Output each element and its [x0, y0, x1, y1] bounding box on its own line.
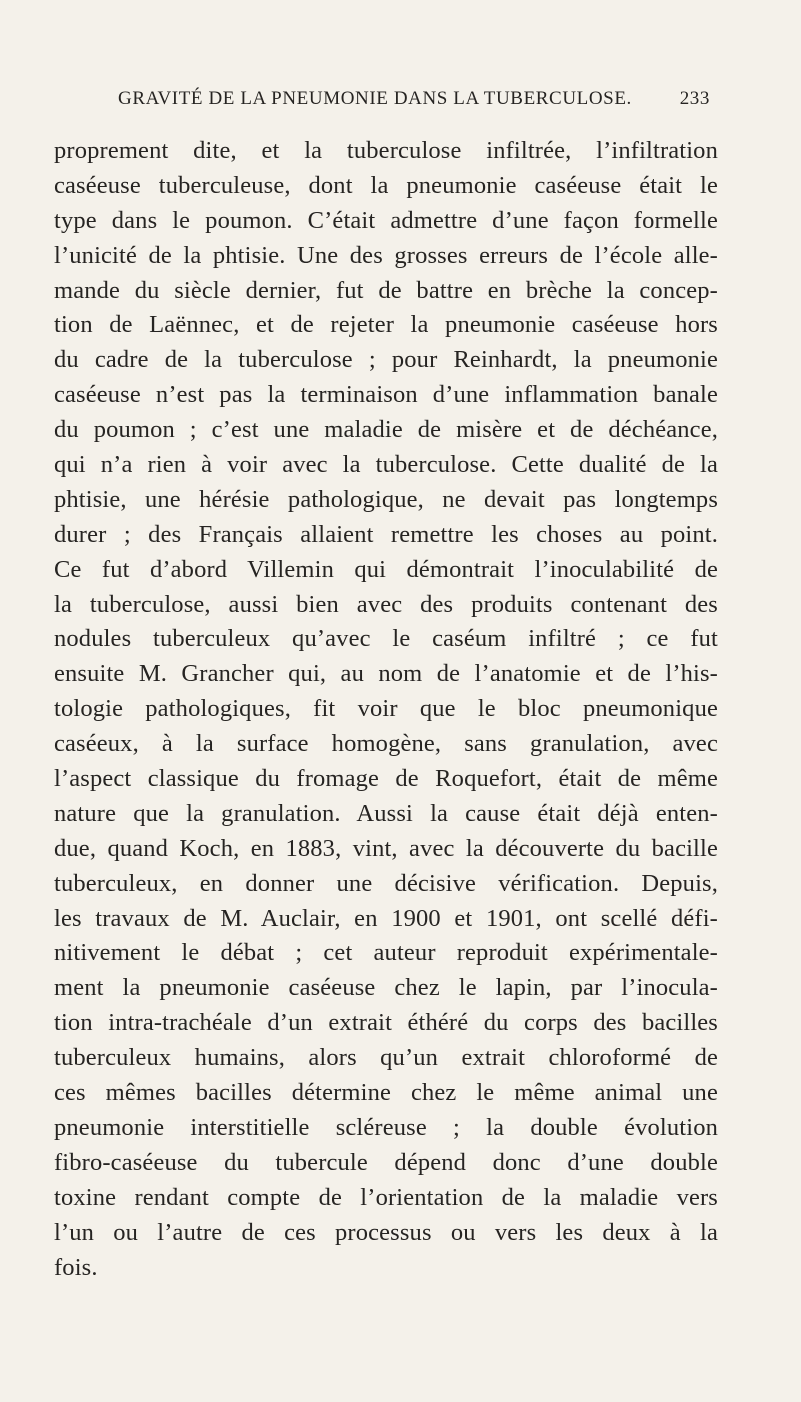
page-number: 233: [679, 88, 710, 109]
text-line: tuberculeux, en donner une décisive vérification. Depuis,: [54, 869, 718, 897]
text-line: qui n’a rien à voir avec la tuberculose. Cette dualité de la: [54, 451, 718, 479]
text-line: du poumon ; c’est une maladie de misère et de déchéance,: [54, 416, 718, 444]
text-line: nature que la granulation. Aussi la cause était déjà enten-: [54, 799, 718, 827]
text-line: ensuite M. Grancher qui, au nom de l’anatomie et de l’his-: [54, 660, 718, 688]
text-line: fois.: [54, 1253, 98, 1281]
text-line: type dans le poumon. C’était admettre d’une façon formelle: [54, 206, 718, 234]
text-line: les travaux de M. Auclair, en 1900 et 1901, ont scellé défi-: [54, 904, 718, 932]
text-line: Ce fut d’abord Villemin qui démontrait l’inoculabilité de: [54, 555, 718, 583]
text-line: du cadre de la tuberculose ; pour Reinhardt, la pneumonie: [54, 346, 718, 374]
text-line: caséeuse n’est pas la terminaison d’une inflammation banale: [54, 381, 718, 409]
text-line: proprement dite, et la tuberculose infiltrée, l’infiltration: [54, 137, 718, 164]
running-title: GRAVITÉ DE LA PNEUMONIE DANS LA TUBERCULOSE.: [118, 88, 632, 109]
text-line: ment la pneumonie caséeuse chez le lapin, par l’inocula-: [54, 974, 718, 1002]
text-line: tuberculeux humains, alors qu’un extrait chloroformé de: [54, 1044, 718, 1072]
running-head: [118, 88, 710, 118]
text-line: durer ; des Français allaient remettre les choses au point.: [54, 520, 718, 548]
text-line: phtisie, une hérésie pathologique, ne devait pas longtemps: [54, 485, 718, 513]
text-line: caséeux, à la surface homogène, sans granulation, avec: [54, 730, 718, 758]
text-line: tologie pathologiques, fit voir que le bloc pneumonique: [54, 695, 718, 723]
text-line: tion de Laënnec, et de rejeter la pneumonie caséeuse hors: [54, 311, 718, 339]
text-line: l’un ou l’autre de ces processus ou vers les deux à la: [54, 1218, 718, 1246]
body-text: [54, 134, 718, 1285]
text-line: tion intra-trachéale d’un extrait éthéré du corps des bacilles: [54, 1009, 718, 1037]
text-line: fibro-caséeuse du tubercule dépend donc d’une double: [54, 1148, 718, 1176]
text-line: mande du siècle dernier, fut de battre en brèche la concep-: [54, 276, 718, 304]
text-line: due, quand Koch, en 1883, vint, avec la découverte du bacille: [54, 834, 718, 862]
text-line: ces mêmes bacilles détermine chez le même animal une: [54, 1079, 718, 1107]
text-line: l’unicité de la phtisie. Une des grosses erreurs de l’école alle-: [54, 241, 718, 269]
text-line: nitivement le débat ; cet auteur reproduit expérimentale-: [54, 939, 718, 967]
text-line: l’aspect classique du fromage de Roquefort, était de même: [54, 765, 718, 793]
text-line: toxine rendant compte de l’orientation de la maladie vers: [54, 1183, 718, 1211]
text-line: nodules tuberculeux qu’avec le caséum infiltré ; ce fut: [54, 625, 718, 653]
text-line: caséeuse tuberculeuse, dont la pneumonie caséeuse était le: [54, 171, 718, 199]
text-line: pneumonie interstitielle scléreuse ; la double évolution: [54, 1113, 718, 1141]
text-line: la tuberculose, aussi bien avec des produits contenant des: [54, 590, 718, 618]
